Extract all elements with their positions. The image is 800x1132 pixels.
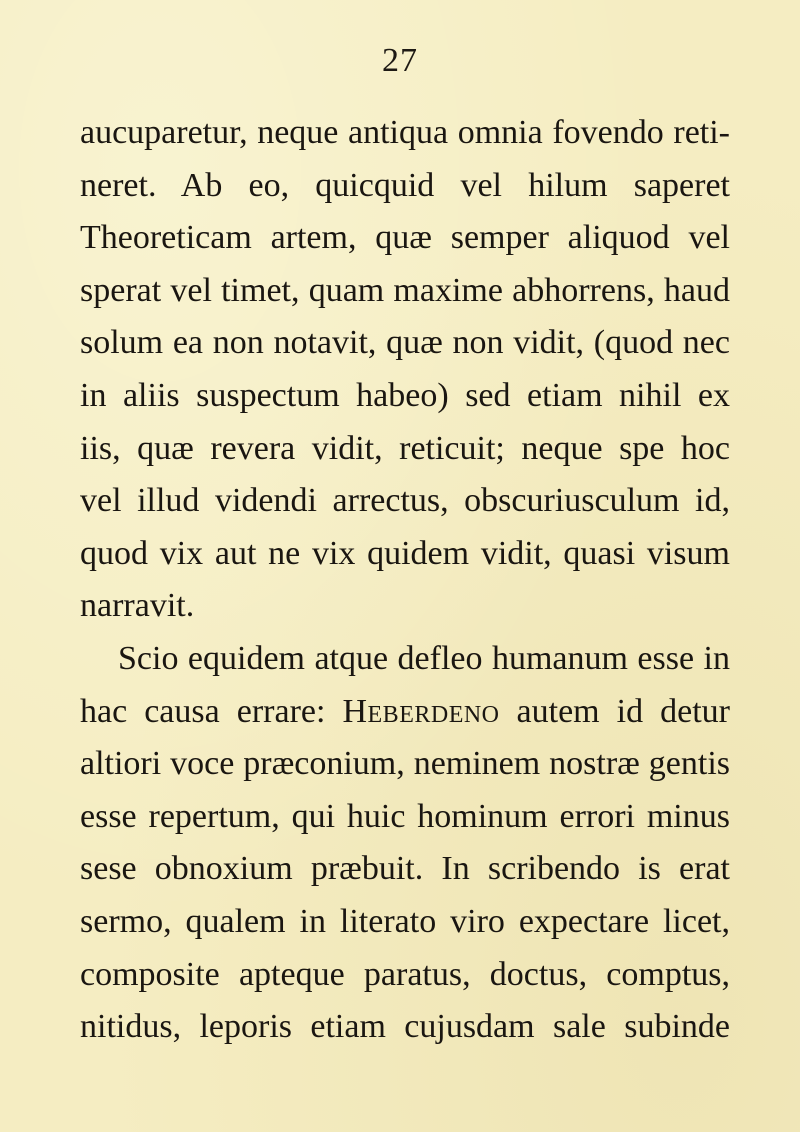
text-fragment: autem id detur (499, 692, 730, 730)
text-line: quod vix aut ne vix quidem vidit, quasi visum (80, 534, 730, 572)
text-line: sese obnoxium præbuit. In scribendo is erat (80, 850, 730, 888)
text-line: vel illud videndi arrectus, obscuriusculum id, (80, 482, 730, 520)
text-line: composite apteque paratus, doctus, comptus, (80, 955, 730, 993)
text-line: sperat vel timet, quam maxime abhorrens, haud (80, 271, 730, 309)
text-line: esse repertum, qui huic hominum errori minus (80, 797, 730, 835)
text-line: Scio equidem atque defleo humanum esse in (118, 639, 730, 677)
text-line: sermo, qualem in literato viro expectare licet, (80, 902, 730, 940)
text-line: in aliis suspectum habeo) sed etiam nihil ex (80, 376, 730, 414)
text-line: altiori voce præconium, neminem nostræ gentis (80, 745, 730, 783)
text-line: iis, quæ revera vidit, reticuit; neque spe hoc (80, 429, 730, 467)
text-line: solum ea non notavit, quæ non vidit, (quod nec (80, 324, 730, 362)
text-fragment: hac causa errare: (80, 692, 343, 730)
body-text (80, 107, 730, 1054)
text-line (80, 686, 730, 739)
text-line: nitidus, leporis etiam cujusdam sale subinde (80, 1008, 730, 1046)
text-line: neret. Ab eo, quicquid vel hilum saperet (80, 166, 730, 204)
text-line: aucuparetur, neque antiqua omnia fovendo reti- (80, 114, 730, 151)
proper-name: Heberdeno (342, 692, 500, 730)
text-line: narravit. (80, 587, 195, 625)
page-number: 27 (382, 42, 418, 79)
text-line: Theoreticam artem, quæ semper aliquod vel (80, 219, 730, 257)
